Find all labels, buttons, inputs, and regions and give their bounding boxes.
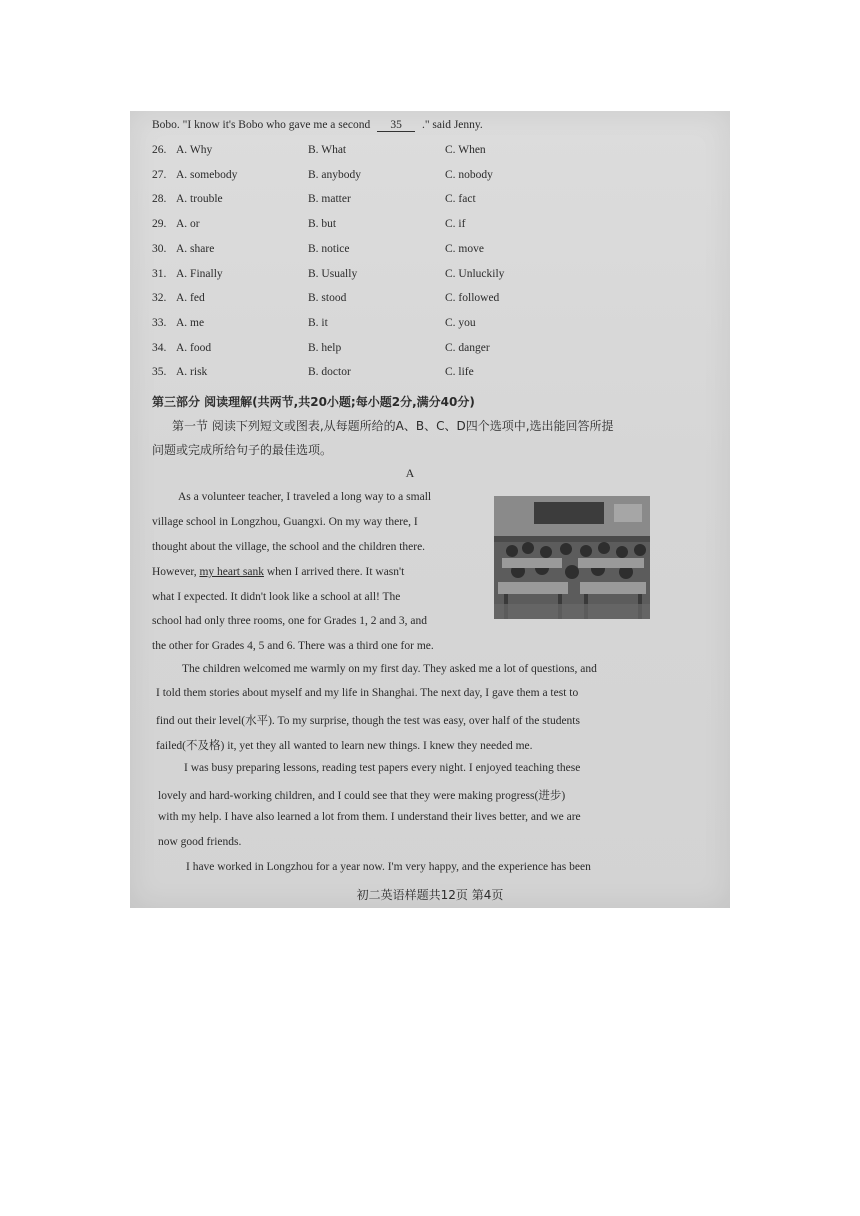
question-number: 28. — [152, 193, 167, 206]
para2-line-4: failed(不及格) it, yet they all wanted to learn new things. I knew they needed me. — [156, 740, 533, 752]
carryover-text-before: Bobo. "I know it's Bobo who gave me a second — [152, 119, 371, 131]
option-b: B. Usually — [308, 267, 358, 280]
section-title: 第三部分 阅读理解(共两节,共20小题;每小题2分,满分40分) — [152, 395, 475, 409]
question-number: 32. — [152, 292, 167, 305]
para1-line-3: thought about the village, the school and the children there. — [152, 541, 426, 553]
para3-line-2: lovely and hard-working children, and I could see that they were making progress(进步) — [158, 790, 566, 802]
option-b: B. doctor — [308, 366, 351, 379]
option-b: B. anybody — [308, 168, 362, 181]
para3-line-3: with my help. I have also learned a lot from them. I understand their lives better, and we are — [158, 811, 581, 823]
para1-line-2: village school in Longzhou, Guangxi. On my way there, I — [152, 516, 418, 528]
para2-line-1: The children welcomed me warmly on my first day. They asked me a lot of questions, and — [182, 663, 597, 675]
para4-line-1: I have worked in Longzhou for a year now. I'm very happy, and the experience has been — [186, 861, 591, 873]
page-footer: 初二英语样题共12页 第4页 — [356, 888, 504, 902]
para1-line-7: the other for Grades 4, 5 and 6. There was a third one for me. — [152, 640, 434, 652]
option-b: B. notice — [308, 242, 350, 255]
option-row — [152, 342, 712, 360]
para1-line-1: As a volunteer teacher, I traveled a long way to a small — [178, 491, 432, 503]
option-a: A. Finally — [176, 267, 223, 280]
option-c: C. Unluckily — [445, 267, 505, 280]
instruction-line-1: 第一节 阅读下列短文或图表,从每题所给的A、B、C、D四个选项中,选出能回答所提 — [172, 419, 614, 433]
question-number: 35. — [152, 366, 167, 379]
option-c: C. if — [445, 218, 466, 231]
option-c: C. danger — [445, 341, 490, 354]
para1-line-4-end: when I arrived there. It wasn't — [266, 566, 405, 578]
option-row — [152, 292, 712, 310]
option-row — [152, 366, 712, 384]
option-a: A. risk — [176, 366, 208, 379]
para1-line-5: what I expected. It didn't look like a school at all! The — [152, 591, 401, 603]
classroom-illustration — [494, 496, 650, 619]
option-row — [152, 243, 712, 261]
option-c: C. you — [445, 316, 476, 329]
option-b: B. but — [308, 218, 337, 231]
para2-line-3: find out their level(水平). To my surprise, though the test was easy, over half of the students — [156, 715, 580, 727]
answer-blank: 35 — [377, 119, 415, 132]
question-number: 34. — [152, 341, 167, 354]
option-b: B. stood — [308, 292, 347, 305]
option-row — [152, 144, 712, 162]
question-number: 30. — [152, 242, 167, 255]
passage-label: A — [405, 466, 415, 480]
option-b: B. it — [308, 316, 328, 329]
option-c: C. life — [445, 366, 474, 379]
option-a: A. food — [176, 341, 212, 354]
option-a: A. trouble — [176, 193, 223, 206]
question-number: 26. — [152, 144, 167, 156]
para1-line-4-start: However, — [152, 566, 197, 578]
para1-line-4 — [152, 566, 404, 578]
question-number: 27. — [152, 168, 167, 181]
exam-page — [130, 111, 730, 908]
classroom-photo — [494, 496, 650, 619]
question-number: 29. — [152, 218, 167, 231]
option-c: C. nobody — [445, 168, 493, 181]
option-a: A. or — [176, 218, 200, 231]
option-row — [152, 317, 712, 335]
option-row — [152, 218, 712, 236]
option-row — [152, 268, 712, 286]
instruction-line-2: 问题或完成所给句子的最佳选项。 — [152, 443, 333, 457]
question-number: 33. — [152, 316, 167, 329]
option-a: A. fed — [176, 292, 205, 305]
carryover-line — [152, 119, 483, 132]
para3-line-1: I was busy preparing lessons, reading test papers every night. I enjoyed teaching these — [184, 762, 581, 774]
option-b: B. help — [308, 341, 342, 354]
underlined-phrase: my heart sank — [199, 566, 264, 578]
option-row — [152, 193, 712, 211]
option-c: C. fact — [445, 193, 476, 206]
para3-line-4: now good friends. — [158, 836, 242, 848]
option-a: A. somebody — [176, 168, 238, 181]
option-b: B. What — [308, 144, 347, 156]
question-number: 31. — [152, 267, 167, 280]
option-row — [152, 169, 712, 187]
option-a: A. share — [176, 242, 215, 255]
para2-line-2: I told them stories about myself and my life in Shanghai. The next day, I gave them a test to — [156, 687, 579, 699]
option-a: A. me — [176, 316, 205, 329]
option-a: A. Why — [176, 144, 213, 156]
carryover-text-after: ." said Jenny. — [421, 119, 483, 131]
option-c: C. move — [445, 242, 484, 255]
option-b: B. matter — [308, 193, 351, 206]
option-c: C. followed — [445, 292, 500, 305]
para1-line-6: school had only three rooms, one for Grades 1, 2 and 3, and — [152, 615, 427, 627]
option-c: C. When — [445, 144, 486, 156]
